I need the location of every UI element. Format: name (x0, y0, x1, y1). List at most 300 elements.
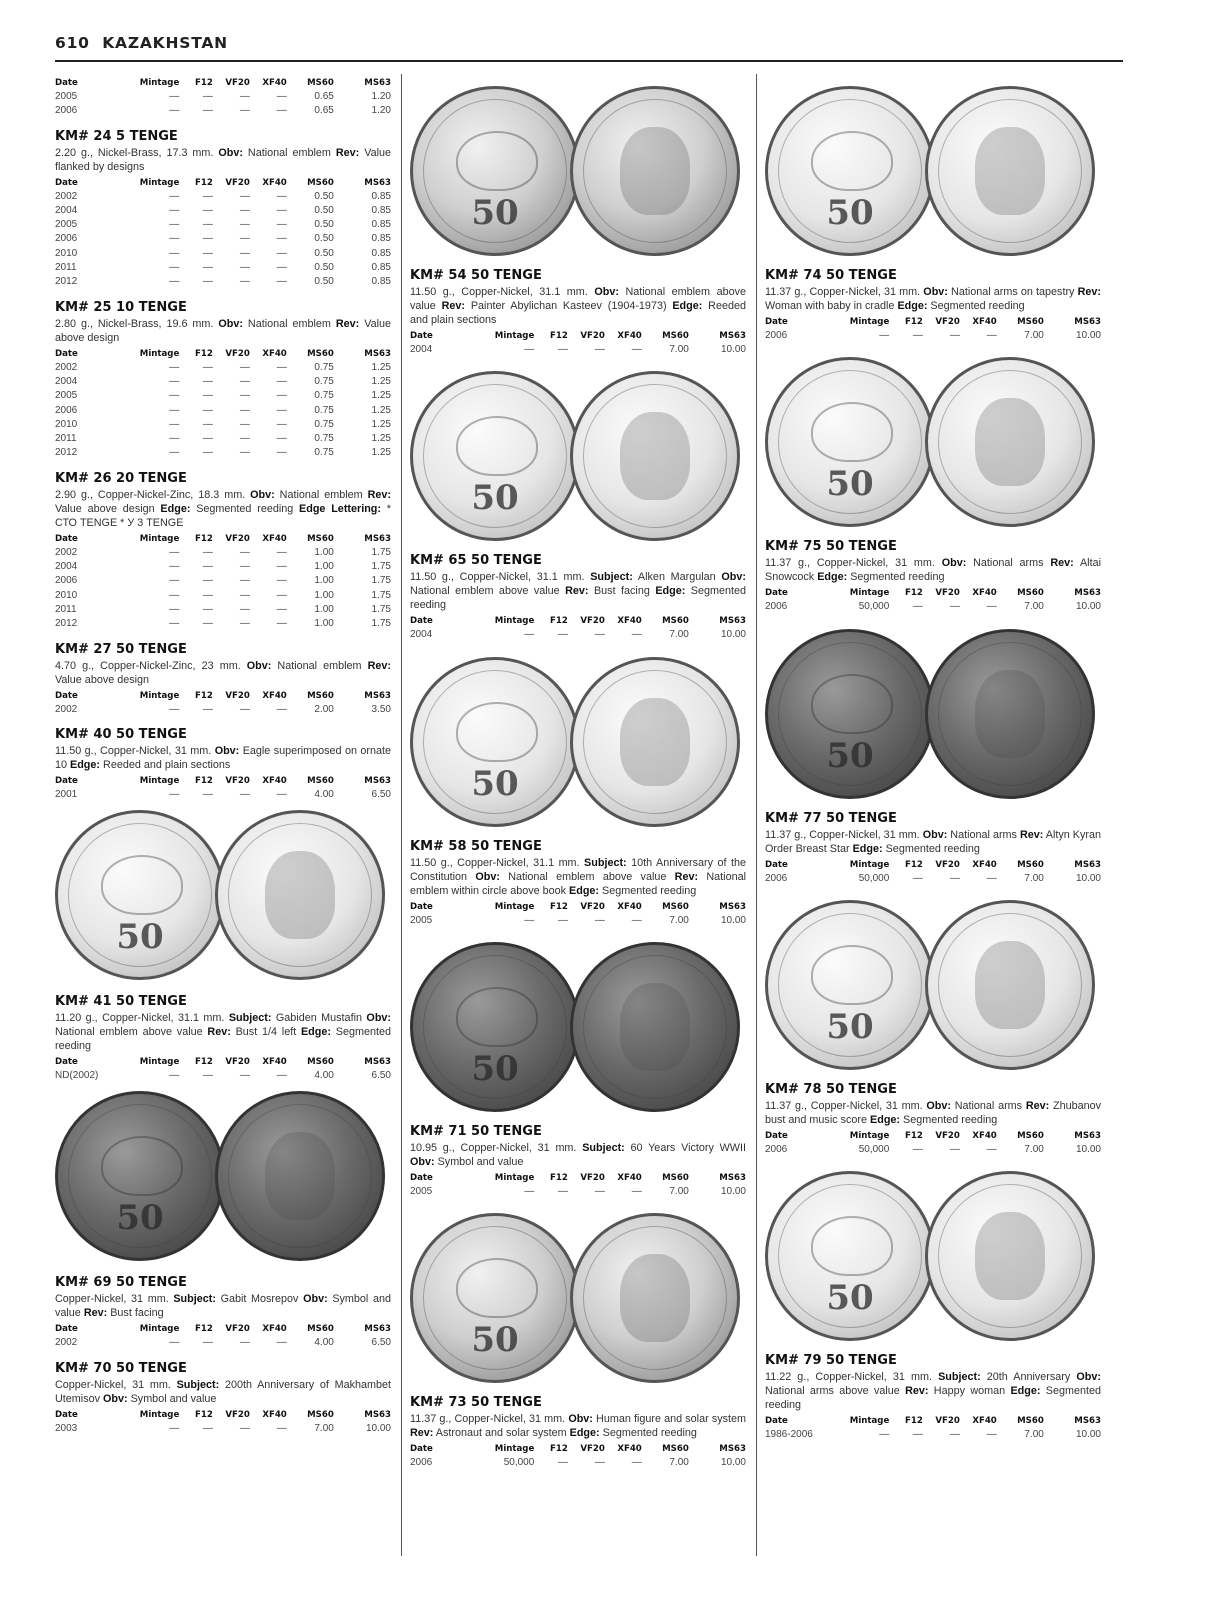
table-header-row (55, 1409, 391, 1422)
table-cell: 0.85 (371, 190, 391, 202)
value-table (410, 1172, 746, 1199)
description-text: 10.95 g., Copper-Nickel, 31 mm. (410, 1141, 583, 1154)
column-header: F12 (905, 317, 923, 327)
table-cell: — (631, 629, 642, 641)
table-cell: — (202, 375, 213, 387)
table-cell: — (594, 914, 605, 926)
description-text: 11.50 g., Copper-Nickel, 31.1 mm. (410, 571, 591, 584)
coin-obverse-image (765, 629, 935, 799)
description-text: National emblem above value (410, 585, 566, 598)
value-table (765, 1415, 1101, 1442)
entry-description (410, 1141, 746, 1169)
description-label: Rev: (335, 317, 360, 330)
description-text: 11.50 g., Copper-Nickel, 31 mm. (55, 744, 215, 757)
reverse-design-image (975, 670, 1045, 758)
table-cell: — (169, 91, 180, 102)
coin-reverse-image (925, 900, 1095, 1070)
description-text: Segmented reeding (55, 1026, 391, 1053)
table-cell: — (202, 603, 213, 615)
column-header: VF20 (580, 616, 605, 627)
coin-obverse-image (765, 86, 935, 256)
coin-photo-pair (410, 653, 746, 831)
catalog-entry (55, 1361, 391, 1436)
table-cell: — (169, 433, 180, 445)
column-header: Mintage (494, 616, 535, 627)
description-label: Subject: (938, 1371, 981, 1384)
table-cell: 2012 (55, 276, 78, 288)
table-header-row (55, 690, 391, 703)
table-cell: — (276, 91, 287, 102)
description-text: 11.37 g., Copper-Nickel, 31 mm. (765, 828, 923, 841)
denomination-mark: 50 (471, 478, 519, 519)
table-cell: — (202, 1070, 213, 1082)
table-row (55, 560, 391, 574)
column-header: Date (765, 859, 788, 870)
coin-reverse-image (215, 810, 385, 980)
value-table (55, 690, 391, 717)
denomination-mark: 50 (826, 193, 874, 233)
table-cell: — (276, 703, 287, 715)
country-heading: KAZAKHSTAN (102, 34, 228, 52)
coin-obverse-image (55, 1091, 225, 1261)
description-text: National arms (950, 1099, 1026, 1112)
table-cell: — (239, 589, 250, 601)
table-cell: — (276, 618, 287, 630)
column-header: F12 (905, 588, 923, 599)
description-text: Bust facing (107, 1307, 164, 1320)
table-cell: — (239, 219, 250, 231)
table-cell: — (986, 330, 997, 341)
table-cell: — (239, 603, 250, 615)
entry-title: KM# 69 50 TENGE (55, 1275, 187, 1291)
description-text: Painter Abylichan Kasteev (1904-1973) (465, 300, 673, 312)
table-cell: — (202, 262, 213, 274)
column-header: MS63 (364, 690, 391, 701)
table-cell: 2004 (55, 561, 78, 573)
column-header: MS63 (1074, 317, 1101, 327)
table-cell: — (276, 418, 287, 430)
value-table (410, 330, 746, 357)
description-label: Obv: (246, 659, 272, 672)
description-label: Obv: (1076, 1371, 1101, 1384)
entry-description (410, 1412, 746, 1440)
table-cell: — (202, 190, 213, 202)
table-cell: — (557, 629, 568, 641)
table-cell: — (276, 1070, 287, 1082)
table-cell: — (276, 404, 287, 416)
description-label: Subject: (584, 856, 627, 869)
coin-obverse-image (410, 1213, 580, 1383)
description-label: Subject: (176, 1378, 220, 1391)
coin-obverse-image (410, 942, 580, 1112)
table-cell: 7.00 (1024, 1429, 1044, 1441)
table-cell: 0.50 (314, 219, 334, 231)
table-cell: — (276, 561, 287, 573)
table-row (55, 546, 391, 560)
national-emblem-image (456, 416, 538, 476)
table-row (410, 343, 746, 357)
table-cell: — (912, 1429, 923, 1441)
description-label: Obv: (103, 1392, 128, 1405)
value-table (410, 901, 746, 928)
column-header: VF20 (935, 859, 960, 870)
table-cell: — (631, 344, 642, 355)
entry-title: KM# 73 50 TENGE (410, 1395, 542, 1411)
description-label: Rev: (367, 488, 391, 501)
entry-title: KM# 58 50 TENGE (410, 838, 542, 854)
column-header: Mintage (494, 331, 535, 341)
description-label: Obv: (923, 286, 948, 298)
column-header: MS63 (364, 348, 391, 359)
description-label: Edge: (817, 571, 848, 584)
table-cell: — (169, 561, 180, 573)
description-text: Human figure and solar system (592, 1413, 747, 1426)
table-cell: 0.50 (314, 190, 334, 202)
table-cell: — (239, 375, 250, 387)
entry-title: KM# 74 50 TENGE (765, 268, 897, 283)
coin-reverse-image (570, 86, 740, 256)
column-header: Date (55, 775, 78, 786)
table-cell: — (169, 1337, 180, 1349)
description-text: National emblem within circle above book (410, 870, 746, 897)
column-header: Mintage (139, 1057, 180, 1068)
table-cell: 2012 (55, 447, 78, 459)
table-cell: 7.00 (1024, 872, 1044, 884)
coin-reverse-image (570, 1213, 740, 1383)
table-cell: 0.50 (314, 233, 334, 245)
description-text: 11.37 g., Copper-Nickel, 31 mm. (765, 1099, 927, 1112)
column-header: Date (55, 177, 78, 188)
table-cell: — (202, 589, 213, 601)
national-emblem-image (101, 855, 183, 915)
entry-description (55, 1011, 391, 1053)
description-text: National arms (966, 557, 1051, 570)
column-header: MS60 (307, 1409, 334, 1420)
table-cell: — (276, 233, 287, 245)
description-text: National emblem (242, 146, 336, 159)
column-divider (756, 74, 757, 1556)
table-cell: 4.00 (314, 788, 334, 800)
catalog-entry (55, 727, 391, 984)
table-row (55, 204, 391, 218)
description-label: Obv: (721, 571, 746, 584)
description-label: Rev: (1050, 557, 1074, 570)
description-text: Segmented reeding (927, 300, 1025, 312)
column-header: Date (410, 616, 433, 627)
column-header: Date (410, 331, 433, 341)
reverse-design-image (620, 1254, 690, 1342)
coin-photo-pair (55, 806, 391, 984)
table-cell: 10.00 (1075, 872, 1101, 884)
table-cell: — (594, 629, 605, 641)
column-header: VF20 (225, 775, 250, 786)
column-header: MS60 (307, 177, 334, 188)
table-cell: 7.00 (669, 914, 689, 926)
column-header: MS63 (364, 533, 391, 544)
table-cell: — (239, 190, 250, 202)
table-cell: 7.00 (669, 1185, 689, 1197)
table-cell: — (276, 589, 287, 601)
entry-description (55, 744, 391, 772)
table-row (55, 703, 391, 717)
table-cell: 4.00 (314, 1070, 334, 1082)
table-cell: 10.00 (1075, 330, 1101, 341)
column-header: Date (410, 1444, 433, 1455)
denomination-mark: 50 (826, 735, 874, 776)
table-cell: 0.85 (371, 262, 391, 274)
table-cell: — (594, 1457, 605, 1469)
column-header: F12 (550, 901, 568, 912)
column-divider (401, 74, 402, 1556)
table-cell: — (557, 344, 568, 355)
column-header: MS60 (307, 348, 334, 359)
description-label: Obv: (475, 870, 500, 883)
table-cell: — (239, 262, 250, 274)
description-text: 11.50 g., Copper-Nickel, 31.1 mm. (410, 856, 585, 869)
coin-reverse-image (570, 942, 740, 1112)
column-header: MS60 (307, 1057, 334, 1068)
table-cell: — (202, 618, 213, 630)
table-cell: — (202, 276, 213, 288)
table-cell: — (239, 276, 250, 288)
table-cell: — (202, 390, 213, 402)
table-cell: — (949, 601, 960, 613)
catalog-entry (765, 353, 1101, 614)
description-text: 2.90 g., Copper-Nickel-Zinc, 18.3 mm. (55, 488, 251, 501)
catalog-entry (55, 77, 391, 119)
column-header: VF20 (935, 588, 960, 599)
description-text: Gabiden Mustafin (271, 1012, 367, 1025)
description-label: Edge: (569, 884, 600, 897)
table-cell: 10.00 (720, 914, 746, 926)
table-row (55, 389, 391, 403)
description-text: National emblem (271, 659, 368, 672)
table-cell: — (239, 703, 250, 715)
table-cell: ND(2002) (55, 1070, 99, 1082)
description-label: Edge: (1010, 1385, 1041, 1398)
table-cell: — (169, 361, 180, 373)
column-header: MS63 (364, 1057, 391, 1068)
table-row (55, 788, 391, 802)
description-text: Bust facing (588, 585, 656, 598)
denomination-mark: 50 (826, 1006, 874, 1047)
table-cell: 2006 (765, 330, 788, 341)
table-cell: 6.50 (371, 1337, 391, 1349)
coin-reverse-image (925, 357, 1095, 527)
table-header-row (55, 775, 391, 788)
catalog-entry (765, 896, 1101, 1157)
table-row (55, 190, 391, 204)
table-header-row (410, 1172, 746, 1185)
description-label: Edge: (672, 300, 703, 312)
description-label: Subject: (173, 1293, 216, 1306)
column-header: F12 (905, 1130, 923, 1141)
table-row (55, 361, 391, 375)
entry-description (765, 556, 1101, 584)
description-text: Eagle superimposed on ornate 10 (55, 744, 391, 771)
table-header-row (410, 615, 746, 628)
table-cell: 7.00 (1024, 330, 1044, 341)
table-cell: 50,000 (858, 601, 890, 613)
column-header: MS60 (662, 331, 689, 341)
table-cell: — (912, 872, 923, 884)
column-header: MS63 (1074, 1130, 1101, 1141)
description-text: National emblem (274, 488, 368, 501)
coin-obverse-image (765, 1171, 935, 1341)
entry-title: KM# 54 50 TENGE (410, 268, 542, 283)
column-header: MS63 (364, 775, 391, 786)
description-text: Copper-Nickel, 31 mm. (55, 1378, 177, 1391)
description-label: Rev: (367, 659, 391, 672)
description-label: Obv: (303, 1293, 328, 1306)
coin-photo-pair (55, 1087, 391, 1265)
description-text: Segmented reeding (847, 571, 945, 584)
table-cell: — (557, 914, 568, 926)
table-cell: 2006 (765, 872, 788, 884)
coin-obverse-image (410, 657, 580, 827)
table-row (55, 574, 391, 588)
table-cell: — (276, 105, 287, 117)
table-cell: — (202, 247, 213, 259)
table-cell: — (949, 1429, 960, 1441)
description-text: 10th Anniversary of the Constitution (410, 856, 747, 883)
table-cell: — (912, 330, 923, 341)
description-label: Rev: (905, 1385, 929, 1398)
table-cell: 0.75 (314, 447, 334, 459)
reverse-design-image (975, 398, 1045, 486)
table-header-row (55, 533, 391, 546)
column-header: XF40 (617, 1444, 642, 1455)
catalog-entry (765, 1167, 1101, 1442)
column-header: MS60 (662, 1444, 689, 1455)
table-cell: 2002 (55, 361, 78, 373)
entry-description (765, 1099, 1101, 1127)
table-cell: 1.00 (314, 603, 334, 615)
table-cell: — (169, 262, 180, 274)
catalog-entry (765, 625, 1101, 886)
catalog-entry (410, 938, 746, 1199)
table-cell: — (524, 344, 535, 355)
column-header: MS60 (1017, 588, 1044, 599)
table-cell: — (202, 1337, 213, 1349)
coin-photo-pair (410, 938, 746, 1116)
table-row (55, 275, 391, 289)
table-cell: — (631, 914, 642, 926)
coin-photo-pair (765, 1167, 1101, 1345)
entry-title: KM# 78 50 TENGE (765, 1081, 897, 1097)
column-header: XF40 (617, 616, 642, 627)
table-cell: 0.50 (314, 204, 334, 216)
table-cell: 0.85 (371, 233, 391, 245)
column-header: F12 (195, 533, 213, 544)
value-table (55, 177, 391, 290)
table-cell: — (169, 589, 180, 601)
column-header: MS60 (662, 616, 689, 627)
description-label: Rev: (1077, 286, 1101, 298)
table-cell: 4.00 (314, 1337, 334, 1349)
description-text: 4.70 g., Copper-Nickel-Zinc, 23 mm. (55, 659, 247, 672)
column-header: F12 (195, 1057, 213, 1068)
national-emblem-image (811, 674, 893, 734)
entry-description (55, 659, 391, 687)
description-text: 11.22 g., Copper-Nickel, 31 mm. (765, 1371, 939, 1384)
table-cell: 10.00 (1075, 601, 1101, 613)
column-header: F12 (195, 775, 213, 786)
table-cell: — (986, 601, 997, 613)
description-text: Happy woman (928, 1385, 1011, 1398)
column-header: Date (410, 901, 433, 912)
table-cell: — (202, 447, 213, 459)
table-cell: — (631, 1185, 642, 1197)
entry-title: KM# 24 5 TENGE (55, 128, 178, 144)
column-header: VF20 (935, 1130, 960, 1141)
value-table (55, 348, 391, 461)
column-header: Date (55, 78, 78, 88)
table-cell: — (202, 703, 213, 715)
description-text: National emblem above value (55, 1026, 208, 1039)
description-text: * СТО TENGE * У 3 TENGE (55, 502, 391, 529)
table-cell: 1.25 (371, 447, 391, 459)
table-cell: — (524, 914, 535, 926)
reverse-design-image (975, 1212, 1045, 1300)
column-header: XF40 (972, 588, 997, 599)
entry-description (410, 570, 746, 612)
table-header-row (55, 177, 391, 190)
table-cell: 0.75 (314, 375, 334, 387)
table-cell: — (986, 1429, 997, 1441)
table-cell: 2006 (410, 1457, 433, 1469)
description-label: Edge: (569, 1427, 600, 1440)
column-header: MS60 (662, 901, 689, 912)
table-cell: 10.00 (720, 629, 746, 641)
column-header: XF40 (262, 1324, 287, 1335)
denomination-mark: 50 (471, 763, 519, 804)
column-header: MS60 (307, 690, 334, 701)
table-row (55, 375, 391, 389)
column-header: MS63 (364, 177, 391, 188)
table-cell: — (276, 375, 287, 387)
table-cell: 10.00 (720, 344, 746, 355)
table-cell: 1.75 (371, 603, 391, 615)
column-header: MS63 (364, 78, 391, 88)
table-cell: 50,000 (503, 1457, 535, 1469)
description-label: Subject: (582, 1141, 625, 1154)
value-table (765, 1130, 1101, 1157)
catalog-entry (55, 1275, 391, 1350)
description-label: Rev: (674, 870, 699, 883)
coin-obverse-image (410, 371, 580, 541)
column-header: F12 (905, 859, 923, 870)
table-cell: — (202, 788, 213, 800)
table-cell: 0.85 (371, 247, 391, 259)
description-label: Rev: (335, 146, 360, 159)
column-header: VF20 (225, 1409, 250, 1420)
table-cell: — (169, 204, 180, 216)
table-cell: — (202, 105, 213, 117)
reverse-design-image (975, 941, 1045, 1029)
table-header-row (765, 587, 1101, 600)
column-header: VF20 (580, 1444, 605, 1455)
coin-obverse-image (410, 86, 580, 256)
column-3 (765, 78, 1101, 1452)
description-text: 11.37 g., Copper-Nickel, 31 mm. (410, 1413, 569, 1426)
column-header: MS63 (364, 1409, 391, 1420)
table-cell: 2006 (55, 105, 78, 117)
denomination-mark: 50 (116, 917, 164, 958)
description-text: Segmented reeding (599, 1427, 697, 1440)
column-header: MS60 (1017, 317, 1044, 327)
catalog-entry (55, 129, 391, 290)
